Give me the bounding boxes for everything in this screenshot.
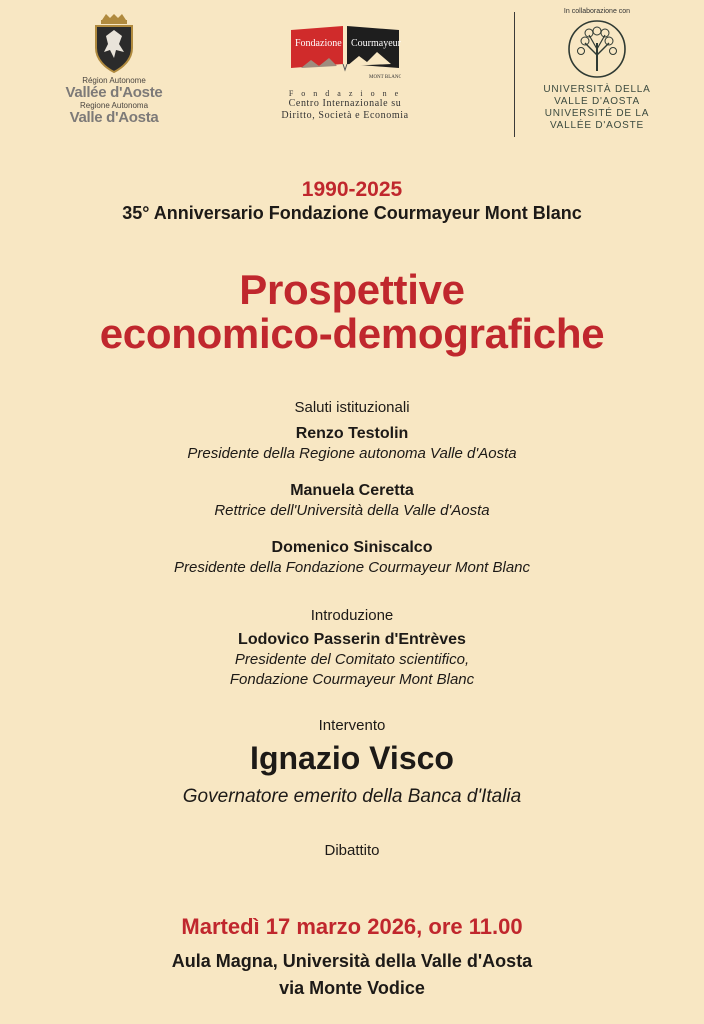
foundation-logo (260, 24, 430, 122)
intro-name: Lodovico Passerin d'Entrèves (238, 631, 466, 648)
anniversary-heading: 35° Anniversario Fondazione Courmayeur Mont Blanc (122, 203, 582, 223)
foundation-line2: Centro Internazionale su (288, 98, 402, 109)
brand-left-text: Fondazione (295, 38, 342, 49)
intro-role-line2: Fondazione Courmayeur Mont Blanc (229, 671, 475, 688)
speaker-1-role: Presidente della Regione autonoma Valle d'Aosta (187, 445, 517, 462)
university-line4: VALLÉE D'AOSTE (549, 120, 645, 131)
region-logo (62, 14, 166, 126)
foundation-book-icon (289, 24, 401, 82)
region-line3: Regione Autonoma (79, 101, 149, 110)
speaker-1-name: Renzo Testolin (295, 425, 409, 442)
talk-label: Intervento (318, 717, 386, 734)
university-line3: UNIVERSITÉ DE LA (544, 108, 650, 119)
speaker-3-role: Presidente della Fondazione Courmayeur Mont Blanc (173, 559, 531, 576)
university-logo (528, 8, 666, 132)
greetings-label: Saluti istituzionali (294, 399, 410, 416)
region-line1: Région Autonome (82, 76, 146, 85)
university-line2: VALLE D'AOSTA (554, 96, 640, 107)
program (0, 398, 704, 690)
region-crest-icon (92, 14, 136, 76)
region-line4: Valle d'Aosta (69, 109, 159, 126)
header-divider (514, 12, 515, 137)
foundation-line3: Diritto, Società e Economia (281, 110, 409, 121)
keynote-role: Governatore emerito della Banca d'Italia (182, 786, 522, 807)
brand-right-text: Courmayeur (351, 38, 401, 49)
intro-label: Introduzione (310, 607, 394, 624)
title-line2: economico-demografiche (99, 310, 605, 357)
event-years: 1990-2025 (301, 178, 403, 201)
collab-label: In collaborazione con (563, 8, 631, 15)
brand-sub-text: MONT BLANC (369, 75, 401, 80)
event-title (0, 268, 704, 356)
university-tree-icon (567, 19, 627, 79)
debate-label: Dibattito (324, 842, 380, 859)
venue-line2: via Monte Vodice (279, 978, 425, 998)
intro-role-line1: Presidente del Comitato scientifico, (234, 651, 470, 668)
event-venue (0, 948, 704, 1002)
venue-line1: Aula Magna, Università della Valle d'Aosta (171, 951, 533, 971)
keynote-name: Ignazio Visco (250, 740, 454, 776)
title-line1: Prospettive (239, 266, 465, 313)
speaker-2-name: Manuela Ceretta (290, 482, 414, 499)
speaker-2-role: Rettrice dell'Università della Valle d'Aosta (214, 502, 490, 519)
speaker-3-name: Domenico Siniscalco (271, 539, 433, 556)
university-line1: UNIVERSITÀ DELLA (543, 84, 651, 95)
event-date: Martedì 17 marzo 2026, ore 11.00 (181, 914, 523, 939)
foundation-line1: F o n d a z i o n e (288, 89, 402, 98)
region-line2: Vallée d'Aoste (65, 84, 163, 101)
